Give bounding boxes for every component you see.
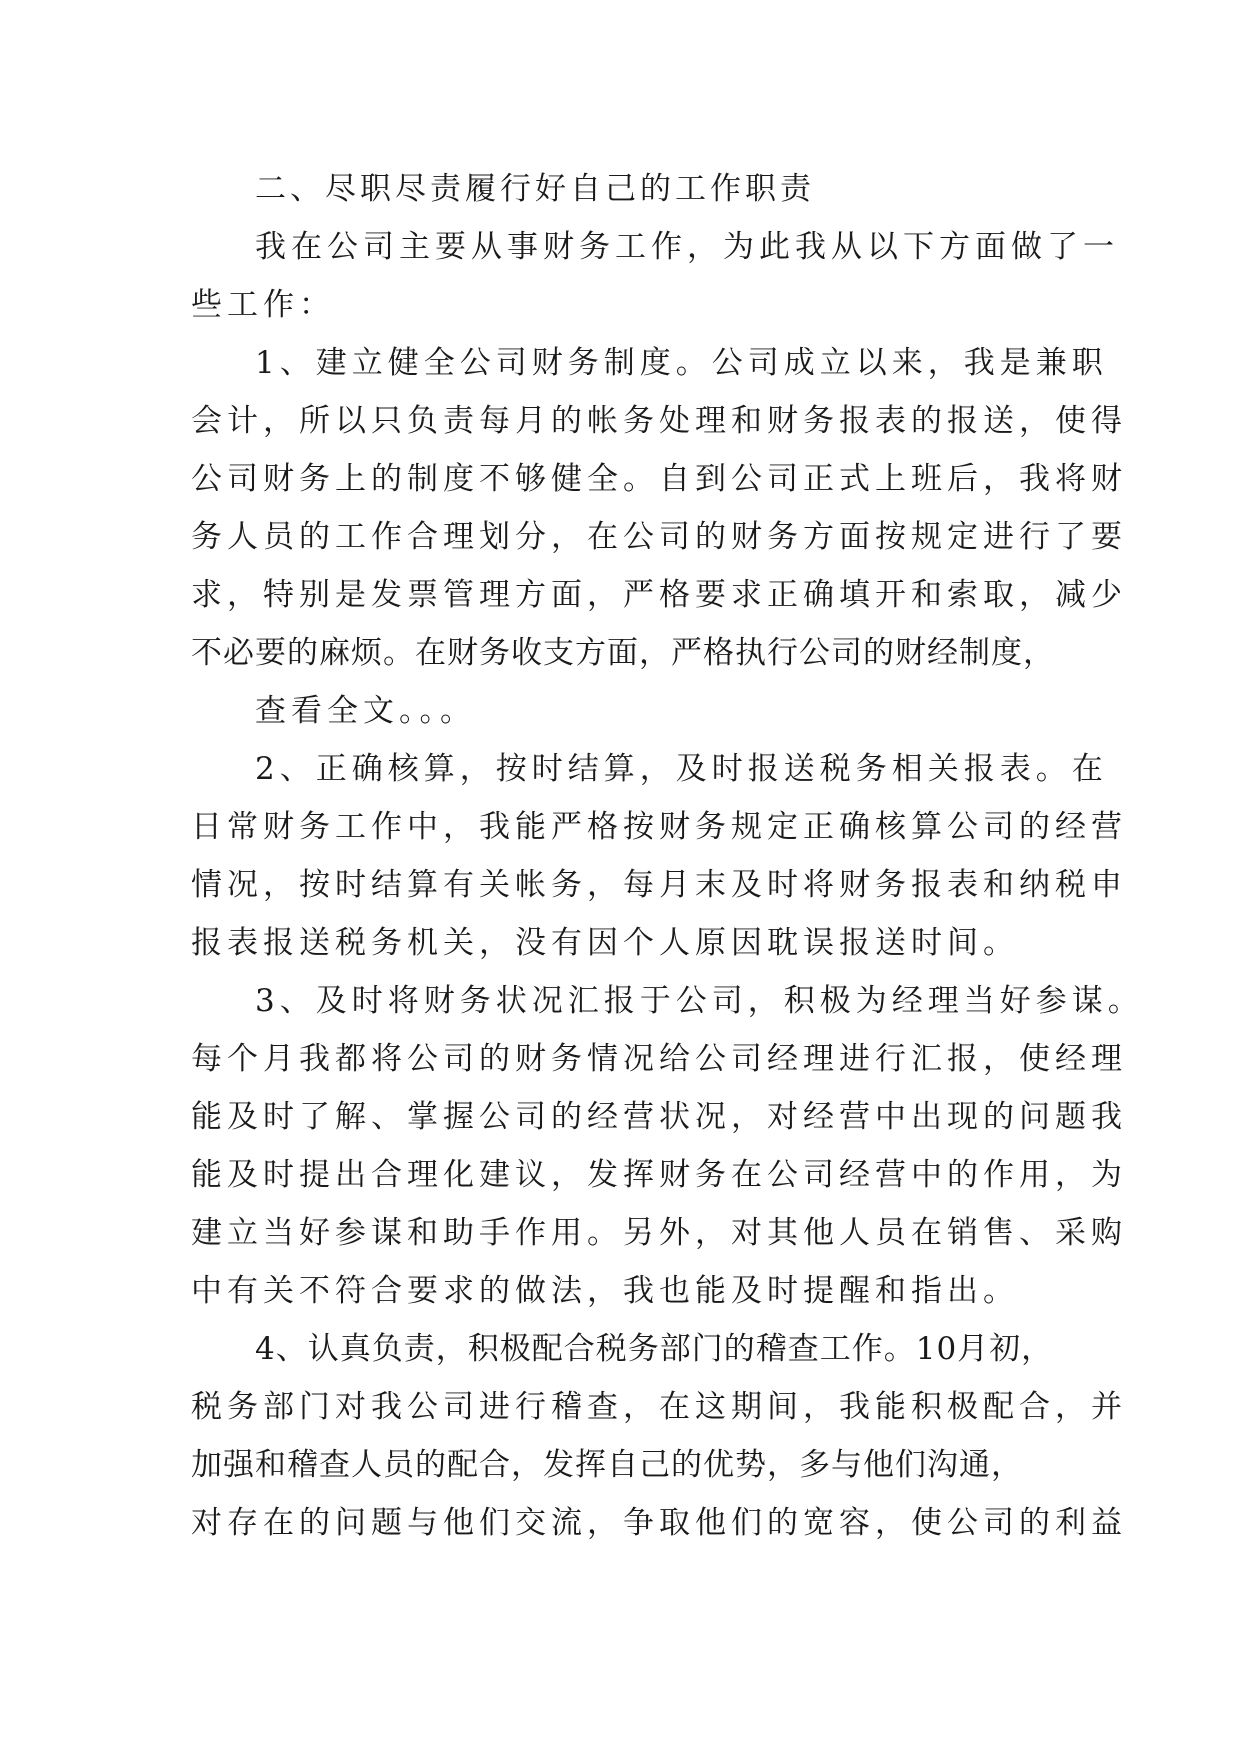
- paragraph-4-line-4: 对存在的问题与他们交流，争取他们的宽容，使公司的利益: [191, 1505, 1127, 1541]
- paragraph-2-line-1: 2、正确核算，按时结算，及时报送税务相关报表。在: [255, 751, 1108, 787]
- paragraph-1-line-2: 会计，所以只负责每月的帐务处理和财务报表的报送，使得: [191, 403, 1127, 439]
- paragraph-2-line-2: 日常财务工作中，我能严格按财务规定正确核算公司的经营: [191, 809, 1127, 845]
- paragraph-4-line-1: 4、认真负责，积极配合税务部门的稽查工作。10月初，: [255, 1331, 1054, 1367]
- document-body: [191, 160, 1144, 1552]
- paragraph-2-line-3: 情况，按时结算有关帐务，每月末及时将财务报表和纳税申: [191, 867, 1127, 903]
- paragraph-1-line-4: 务人员的工作合理划分，在公司的财务方面按规定进行了要: [191, 519, 1127, 555]
- paragraph-1-line-6: 不必要的麻烦。在财务收支方面，严格执行公司的财经制度，: [191, 635, 1055, 671]
- paragraph-3-line-6: 中有关不符合要求的做法，我也能及时提醒和指出。: [191, 1273, 1019, 1309]
- paragraph-1-line-1: 1、建立健全公司财务制度。公司成立以来，我是兼职: [255, 345, 1108, 381]
- paragraph-1-line-3: 公司财务上的制度不够健全。自到公司正式上班后，我将财: [191, 461, 1127, 497]
- paragraph-4-line-3: 加强和稽查人员的配合，发挥自己的优势，多与他们沟通，: [191, 1447, 1023, 1483]
- paragraph-2-line-4: 报表报送税务机关，没有因个人原因耽误报送时间。: [191, 925, 1019, 961]
- paragraph-1-line-5: 求，特别是发票管理方面，严格要求正确填开和索取，减少: [191, 577, 1127, 613]
- paragraph-3-line-4: 能及时提出合理化建议，发挥财务在公司经营中的作用，为: [191, 1157, 1127, 1193]
- view-full-text-link[interactable]: 查看全文。。。: [255, 693, 476, 729]
- paragraph-3-line-2: 每个月我都将公司的财务情况给公司经理进行汇报，使经理: [191, 1041, 1127, 1077]
- paragraph-3-line-5: 建立当好参谋和助手作用。另外，对其他人员在销售、采购: [191, 1215, 1127, 1251]
- section-heading: 二、尽职尽责履行好自己的工作职责: [255, 171, 815, 207]
- paragraph-3-line-1: 3、及时将财务状况汇报于公司，积极为经理当好参谋。: [255, 983, 1144, 1019]
- paragraph-4-line-2: 税务部门对我公司进行稽查，在这期间，我能积极配合，并: [191, 1389, 1127, 1425]
- paragraph-intro-line-2: 些工作：: [191, 287, 335, 323]
- paragraph-intro-line-1: 我在公司主要从事财务工作，为此我从以下方面做了一: [255, 229, 1119, 265]
- paragraph-3-line-3: 能及时了解、掌握公司的经营状况，对经营中出现的问题我: [191, 1099, 1127, 1135]
